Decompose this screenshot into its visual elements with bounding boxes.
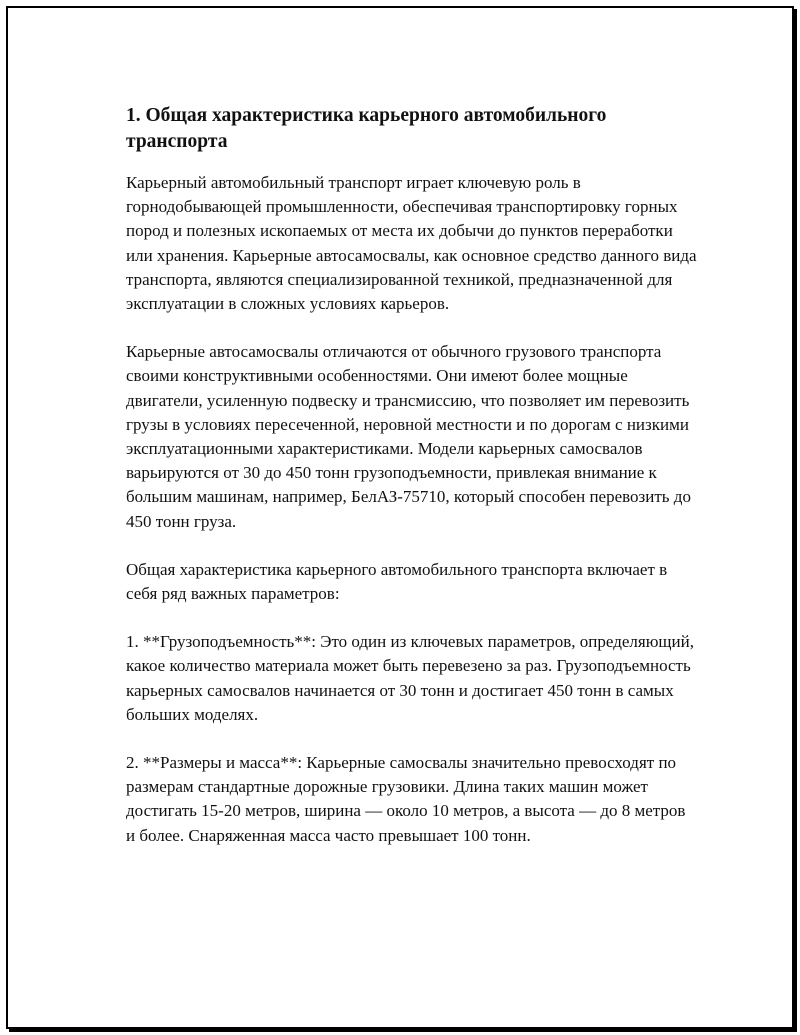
paragraph-capacity: 1. **Грузоподъемность**: Это один из ключевых параметров, определяющий, какое количество материала может быть перевезено за раз. Грузоподъемность карьерных самосвалов начинается от 30 тонн и достигает 450 тонн в самых больших моделях. [126, 632, 694, 724]
paragraph-intro: Карьерный автомобильный транспорт играет ключевую роль в горнодобывающей промышленности, обеспечивая транспортировку горных пород и полезных ископаемых от места их добычи до пунктов переработки или хранения. Карьерные автосамосвалы, как основное средство данного вида транспорта, являются специализированной техникой, предназначенной для эксплуатации в сложных условиях карьеров. [126, 173, 697, 314]
page-frame [6, 6, 794, 1029]
paragraph-features: Карьерные автосамосвалы отличаются от обычного грузового транспорта своими конструктивными особенностями. Они имеют более мощные двигатели, усиленную подвеску и трансмиссию, что позволяет им перевозить грузы в условиях пересеченной, неровной местности и по дорогам с низкими эксплуатационными характеристиками. Модели карьерных самосвалов варьируются от 30 до 450 тонн грузоподъемности, привлекая внимание к большим машинам, например, БелАЗ-75710, который способен перевозить до 450 тонн груза. [126, 342, 691, 531]
paragraph-parameters-intro: Общая характеристика карьерного автомобильного транспорта включает в себя ряд важных параметров: [126, 559, 668, 604]
document-body [126, 103, 698, 872]
section-heading: 1. Общая характеристика карьерного автомобильного транспорта [126, 105, 607, 152]
paragraph-dimensions: 2. **Размеры и масса**: Карьерные самосвалы значительно превосходят по размерам стандартные дорожные грузовики. Длина таких машин может достигать 15-20 метров, ширина — около 10 метров, а высота — до 8 метров и более. Снаряженная масса часто превышает 100 тонн. [126, 753, 686, 845]
